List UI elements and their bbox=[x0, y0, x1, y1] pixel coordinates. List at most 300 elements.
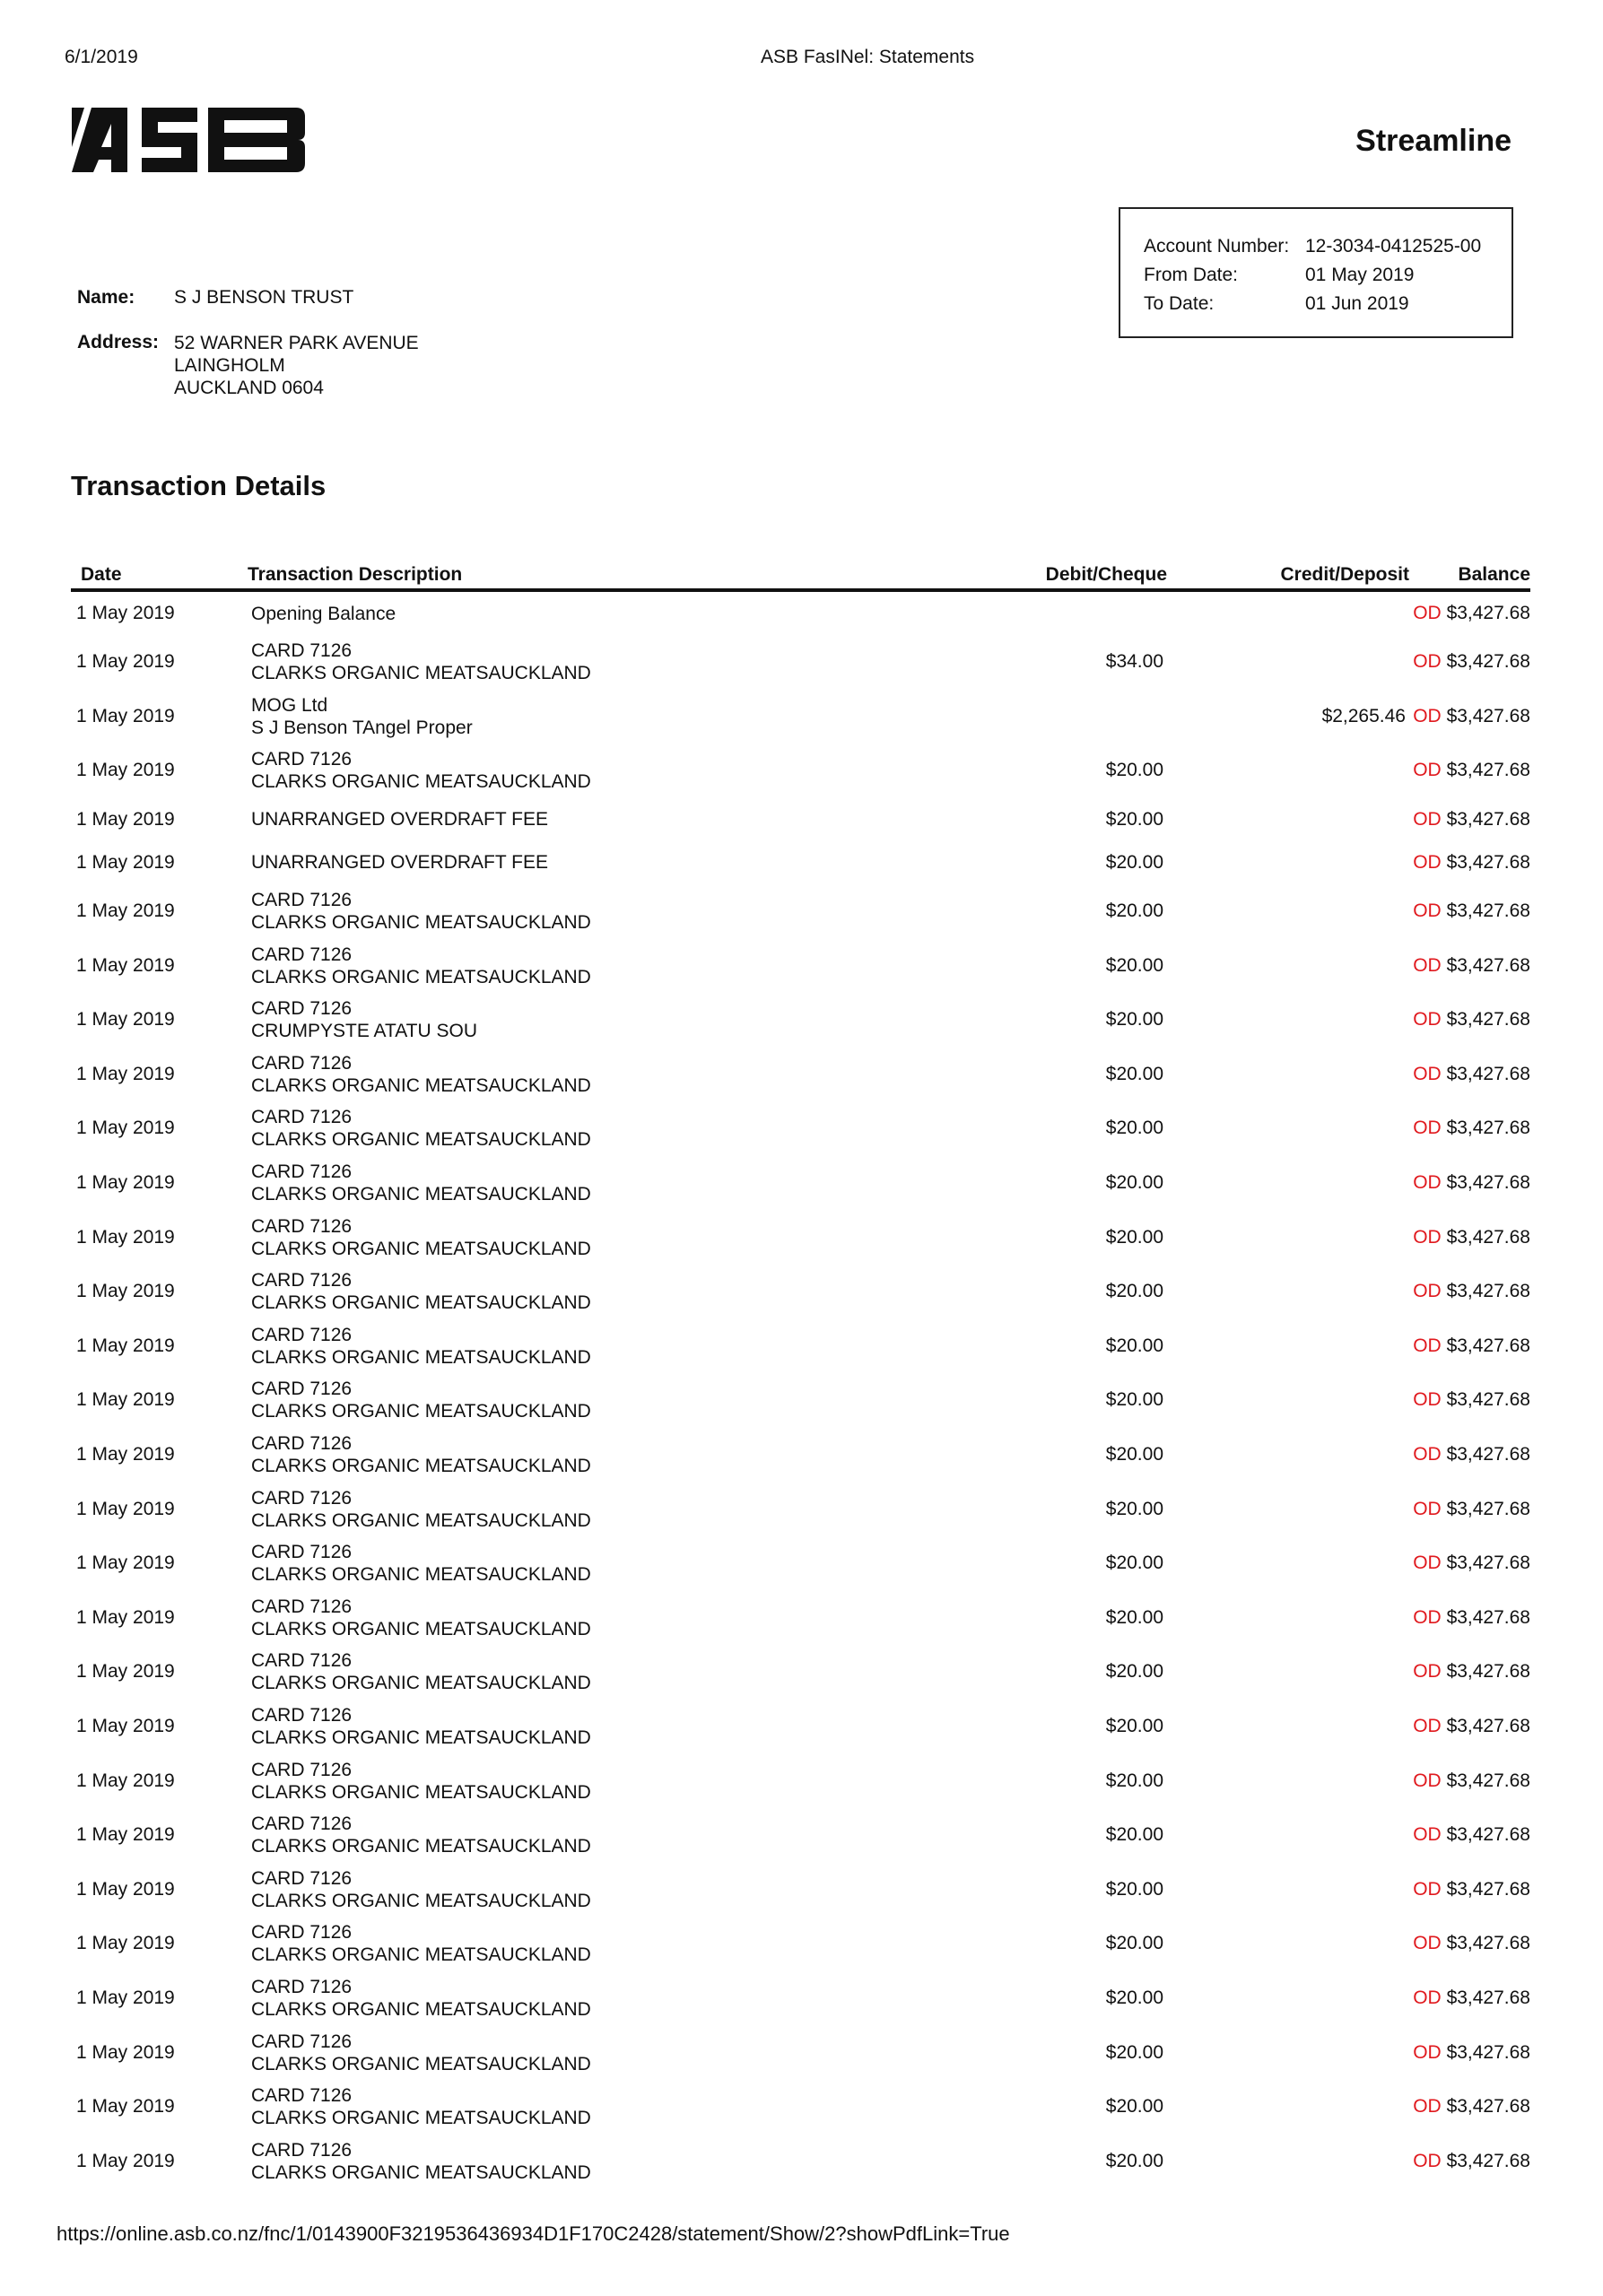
overdrawn-indicator: OD bbox=[1413, 2041, 1442, 2063]
balance-amount: $3,427.68 bbox=[1446, 851, 1530, 873]
overdrawn-indicator: OD bbox=[1413, 1172, 1442, 1194]
cell-description bbox=[248, 1759, 929, 1804]
cell-description bbox=[248, 1541, 929, 1586]
balance-amount: $3,427.68 bbox=[1446, 1444, 1530, 1465]
cell-date: 1 May 2019 bbox=[76, 705, 175, 726]
description-line: CARD 7126 bbox=[251, 1433, 353, 1455]
overdrawn-indicator: OD bbox=[1413, 1715, 1442, 1736]
description-line: CLARKS ORGANIC MEATSAUCKLAND bbox=[251, 1673, 591, 1694]
cell-description bbox=[248, 889, 929, 934]
description-line: CARD 7126 bbox=[251, 1759, 353, 1780]
column-header-description: Transaction Description bbox=[248, 563, 463, 585]
cell-balance bbox=[1409, 1552, 1530, 1574]
cell-balance bbox=[1409, 2096, 1530, 2118]
description-line: CLARKS ORGANIC MEATSAUCKLAND bbox=[251, 1238, 591, 1259]
cell-balance bbox=[1409, 1933, 1530, 1954]
overdrawn-indicator: OD bbox=[1413, 1498, 1442, 1519]
balance-amount: $3,427.68 bbox=[1446, 1878, 1530, 1900]
table-row bbox=[71, 1210, 1530, 1265]
cell-balance bbox=[1409, 1335, 1530, 1357]
cell-debit: $20.00 bbox=[1105, 1770, 1163, 1791]
cell-date: 1 May 2019 bbox=[76, 1987, 175, 2008]
balance-amount: $3,427.68 bbox=[1446, 2041, 1530, 2063]
cell-debit: $20.00 bbox=[1105, 1715, 1163, 1736]
cell-debit: $20.00 bbox=[1105, 1987, 1163, 2008]
description-line: CARD 7126 bbox=[251, 749, 353, 770]
description-line: MOG Ltd bbox=[251, 694, 328, 716]
description-line: Opening Balance bbox=[251, 603, 396, 624]
balance-amount: $3,427.68 bbox=[1446, 1824, 1530, 1846]
overdrawn-indicator: OD bbox=[1413, 760, 1442, 781]
overdrawn-indicator: OD bbox=[1413, 1878, 1442, 1900]
footer-url: https://online.asb.co.nz/fnc/1/0143900F3219536436934D1F170C2428/statement/Show/2?showPdfLink=True bbox=[57, 2222, 1010, 2245]
balance-amount: $3,427.68 bbox=[1446, 1009, 1530, 1031]
description-line: CARD 7126 bbox=[251, 2085, 353, 2107]
cell-balance bbox=[1409, 1118, 1530, 1139]
cell-description bbox=[248, 639, 929, 684]
balance-amount: $3,427.68 bbox=[1446, 900, 1530, 922]
to-date-label: To Date: bbox=[1144, 293, 1215, 314]
description-line: CARD 7126 bbox=[251, 890, 353, 911]
cell-balance bbox=[1409, 852, 1530, 874]
description-line: CLARKS ORGANIC MEATSAUCKLAND bbox=[251, 1509, 591, 1531]
cell-balance bbox=[1409, 1661, 1530, 1683]
description-line: CARD 7126 bbox=[251, 1324, 353, 1345]
description-line: CARD 7126 bbox=[251, 1650, 353, 1672]
balance-amount: $3,427.68 bbox=[1446, 1987, 1530, 2008]
cell-date: 1 May 2019 bbox=[76, 1498, 175, 1519]
overdrawn-indicator: OD bbox=[1413, 1606, 1442, 1628]
description-line: CLARKS ORGANIC MEATSAUCKLAND bbox=[251, 1836, 591, 1857]
cell-description bbox=[248, 1324, 929, 1369]
cell-debit: $20.00 bbox=[1105, 1389, 1163, 1411]
overdrawn-indicator: OD bbox=[1413, 1063, 1442, 1084]
cell-date: 1 May 2019 bbox=[76, 1933, 175, 1954]
table-row bbox=[71, 1156, 1530, 1211]
description-line: CLARKS ORGANIC MEATSAUCKLAND bbox=[251, 1401, 591, 1422]
cell-date: 1 May 2019 bbox=[76, 851, 175, 873]
customer-address bbox=[174, 332, 419, 399]
cell-debit: $20.00 bbox=[1105, 1933, 1163, 1954]
cell-debit: $20.00 bbox=[1105, 2150, 1163, 2171]
cell-date: 1 May 2019 bbox=[76, 1606, 175, 1628]
cell-description bbox=[248, 1269, 929, 1314]
description-line: CARD 7126 bbox=[251, 1052, 353, 1074]
account-number-label: Account Number: bbox=[1144, 236, 1290, 257]
asb-logo bbox=[72, 108, 305, 172]
overdrawn-indicator: OD bbox=[1413, 603, 1442, 623]
description-line: CLARKS ORGANIC MEATSAUCKLAND bbox=[251, 912, 591, 934]
cell-description bbox=[248, 2031, 929, 2075]
cell-description bbox=[248, 2084, 929, 2129]
cell-date: 1 May 2019 bbox=[76, 1063, 175, 1084]
overdrawn-indicator: OD bbox=[1413, 1987, 1442, 2008]
description-line: CLARKS ORGANIC MEATSAUCKLAND bbox=[251, 663, 591, 684]
description-line: CLARKS ORGANIC MEATSAUCKLAND bbox=[251, 1998, 591, 2020]
overdrawn-indicator: OD bbox=[1413, 705, 1442, 726]
description-line: CLARKS ORGANIC MEATSAUCKLAND bbox=[251, 966, 591, 987]
table-row bbox=[71, 2134, 1530, 2188]
overdrawn-indicator: OD bbox=[1413, 2096, 1442, 2118]
cell-balance bbox=[1409, 760, 1530, 781]
cell-balance bbox=[1409, 2151, 1530, 2172]
balance-amount: $3,427.68 bbox=[1446, 1715, 1530, 1736]
cell-date: 1 May 2019 bbox=[76, 603, 175, 623]
cell-description bbox=[248, 1976, 929, 2021]
address-line: AUCKLAND 0604 bbox=[174, 378, 324, 398]
description-line: CLARKS ORGANIC MEATSAUCKLAND bbox=[251, 1944, 591, 1966]
cell-date: 1 May 2019 bbox=[76, 1118, 175, 1139]
cell-credit: $2,265.46 bbox=[1321, 705, 1406, 726]
balance-amount: $3,427.68 bbox=[1446, 1661, 1530, 1683]
cell-date: 1 May 2019 bbox=[76, 954, 175, 976]
balance-amount: $3,427.68 bbox=[1446, 1226, 1530, 1248]
overdrawn-indicator: OD bbox=[1413, 2150, 1442, 2171]
balance-amount: $3,427.68 bbox=[1446, 705, 1530, 726]
description-line: CARD 7126 bbox=[251, 1813, 353, 1835]
cell-debit: $20.00 bbox=[1105, 1498, 1163, 1519]
cell-description bbox=[248, 1487, 929, 1532]
cell-balance bbox=[1409, 603, 1530, 624]
table-row bbox=[71, 744, 1530, 798]
cell-balance bbox=[1409, 1389, 1530, 1411]
cell-debit: $20.00 bbox=[1105, 851, 1163, 873]
cell-date: 1 May 2019 bbox=[76, 1878, 175, 1900]
cell-description bbox=[248, 603, 929, 625]
overdrawn-indicator: OD bbox=[1413, 1661, 1442, 1683]
cell-date: 1 May 2019 bbox=[76, 2096, 175, 2118]
balance-amount: $3,427.68 bbox=[1446, 1933, 1530, 1954]
balance-amount: $3,427.68 bbox=[1446, 1335, 1530, 1356]
cell-balance bbox=[1409, 809, 1530, 831]
overdrawn-indicator: OD bbox=[1413, 1226, 1442, 1248]
description-line: S J Benson TAngel Proper bbox=[251, 717, 473, 738]
cell-balance bbox=[1409, 1227, 1530, 1248]
cell-balance bbox=[1409, 1770, 1530, 1792]
cell-date: 1 May 2019 bbox=[76, 808, 175, 830]
description-line: CARD 7126 bbox=[251, 1215, 353, 1237]
table-row bbox=[71, 1265, 1530, 1319]
table-row bbox=[71, 884, 1530, 939]
table-row bbox=[71, 1428, 1530, 1483]
description-line: CARD 7126 bbox=[251, 2139, 353, 2161]
balance-amount: $3,427.68 bbox=[1446, 1770, 1530, 1791]
cell-balance bbox=[1409, 706, 1530, 727]
to-date: 01 Jun 2019 bbox=[1305, 293, 1409, 314]
table-row bbox=[71, 635, 1530, 690]
cell-description bbox=[248, 1378, 929, 1422]
cell-balance bbox=[1409, 1172, 1530, 1194]
overdrawn-indicator: OD bbox=[1413, 851, 1442, 873]
description-line: CLARKS ORGANIC MEATSAUCKLAND bbox=[251, 1292, 591, 1314]
description-line: CLARKS ORGANIC MEATSAUCKLAND bbox=[251, 1564, 591, 1586]
cell-description bbox=[248, 1052, 929, 1097]
print-page-title: ASB FasINel: Statements bbox=[761, 47, 975, 67]
description-line: CARD 7126 bbox=[251, 944, 353, 965]
overdrawn-indicator: OD bbox=[1413, 1824, 1442, 1846]
balance-amount: $3,427.68 bbox=[1446, 1063, 1530, 1084]
asb-logo-icon bbox=[72, 108, 305, 172]
balance-amount: $3,427.68 bbox=[1446, 1498, 1530, 1519]
from-date-row bbox=[1144, 261, 1512, 290]
cell-balance bbox=[1409, 651, 1530, 673]
table-row bbox=[71, 1048, 1530, 1102]
description-line: CLARKS ORGANIC MEATSAUCKLAND bbox=[251, 1129, 591, 1151]
cell-date: 1 May 2019 bbox=[76, 651, 175, 673]
table-header bbox=[71, 561, 1530, 592]
description-line: CARD 7126 bbox=[251, 1922, 353, 1944]
cell-description bbox=[248, 748, 929, 793]
cell-description bbox=[248, 1161, 929, 1205]
table-row bbox=[71, 938, 1530, 993]
description-line: CARD 7126 bbox=[251, 1107, 353, 1128]
cell-debit: $20.00 bbox=[1105, 1606, 1163, 1628]
cell-description bbox=[248, 808, 929, 831]
description-line: CARD 7126 bbox=[251, 2031, 353, 2052]
cell-description bbox=[248, 1921, 929, 1966]
balance-amount: $3,427.68 bbox=[1446, 954, 1530, 976]
description-line: CLARKS ORGANIC MEATSAUCKLAND bbox=[251, 1456, 591, 1477]
description-line: CLARKS ORGANIC MEATSAUCKLAND bbox=[251, 2108, 591, 2129]
description-line: CLARKS ORGANIC MEATSAUCKLAND bbox=[251, 1726, 591, 1748]
balance-amount: $3,427.68 bbox=[1446, 1281, 1530, 1302]
cell-date: 1 May 2019 bbox=[76, 2150, 175, 2171]
description-line: CARD 7126 bbox=[251, 998, 353, 1020]
cell-debit: $20.00 bbox=[1105, 1226, 1163, 1248]
cell-balance bbox=[1409, 1064, 1530, 1085]
account-summary-box bbox=[1119, 207, 1513, 338]
description-line: CARD 7126 bbox=[251, 1161, 353, 1183]
balance-amount: $3,427.68 bbox=[1446, 1552, 1530, 1574]
column-header-credit: Credit/Deposit bbox=[1280, 563, 1409, 585]
cell-debit: $20.00 bbox=[1105, 900, 1163, 922]
cell-balance bbox=[1409, 1716, 1530, 1737]
table-row bbox=[71, 1101, 1530, 1156]
overdrawn-indicator: OD bbox=[1413, 1389, 1442, 1411]
cell-description bbox=[248, 2139, 929, 2184]
cell-debit: $20.00 bbox=[1105, 1009, 1163, 1031]
table-row bbox=[71, 1700, 1530, 1754]
cell-date: 1 May 2019 bbox=[76, 1335, 175, 1356]
cell-date: 1 May 2019 bbox=[76, 1009, 175, 1031]
description-line: CARD 7126 bbox=[251, 1487, 353, 1509]
overdrawn-indicator: OD bbox=[1413, 651, 1442, 673]
cell-description bbox=[248, 944, 929, 988]
table-row bbox=[71, 1862, 1530, 1917]
table-row bbox=[71, 841, 1530, 884]
cell-date: 1 May 2019 bbox=[76, 2041, 175, 2063]
customer-name-row bbox=[77, 287, 353, 309]
cell-debit: $20.00 bbox=[1105, 954, 1163, 976]
overdrawn-indicator: OD bbox=[1413, 900, 1442, 922]
overdrawn-indicator: OD bbox=[1413, 1444, 1442, 1465]
cell-balance bbox=[1409, 1499, 1530, 1520]
cell-date: 1 May 2019 bbox=[76, 1172, 175, 1194]
cell-balance bbox=[1409, 1607, 1530, 1629]
overdrawn-indicator: OD bbox=[1413, 1118, 1442, 1139]
balance-amount: $3,427.68 bbox=[1446, 760, 1530, 781]
description-line: CLARKS ORGANIC MEATSAUCKLAND bbox=[251, 1346, 591, 1368]
cell-date: 1 May 2019 bbox=[76, 1715, 175, 1736]
cell-debit: $20.00 bbox=[1105, 1281, 1163, 1302]
cell-description bbox=[248, 1813, 929, 1857]
customer-name: S J BENSON TRUST bbox=[174, 287, 354, 308]
print-date: 6/1/2019 bbox=[65, 47, 138, 67]
cell-balance bbox=[1409, 955, 1530, 977]
description-line: CLARKS ORGANIC MEATSAUCKLAND bbox=[251, 1184, 591, 1205]
cell-debit: $20.00 bbox=[1105, 1444, 1163, 1465]
description-line: CLARKS ORGANIC MEATSAUCKLAND bbox=[251, 2053, 591, 2074]
description-line: CLARKS ORGANIC MEATSAUCKLAND bbox=[251, 1890, 591, 1911]
cell-description bbox=[248, 1704, 929, 1749]
description-line: CLARKS ORGANIC MEATSAUCKLAND bbox=[251, 1074, 591, 1096]
cell-date: 1 May 2019 bbox=[76, 1824, 175, 1846]
cell-description bbox=[248, 851, 929, 874]
cell-debit: $20.00 bbox=[1105, 1118, 1163, 1139]
overdrawn-indicator: OD bbox=[1413, 954, 1442, 976]
cell-debit: $20.00 bbox=[1105, 1063, 1163, 1084]
description-line: CLARKS ORGANIC MEATSAUCKLAND bbox=[251, 771, 591, 793]
description-line: CARD 7126 bbox=[251, 1704, 353, 1726]
cell-description bbox=[248, 1867, 929, 1912]
description-line: UNARRANGED OVERDRAFT FEE bbox=[251, 809, 548, 831]
description-line: CARD 7126 bbox=[251, 1378, 353, 1400]
cell-debit: $20.00 bbox=[1105, 2096, 1163, 2118]
from-date: 01 May 2019 bbox=[1305, 265, 1415, 285]
cell-description bbox=[248, 1215, 929, 1260]
table-row bbox=[71, 2080, 1530, 2135]
description-line: CRUMPYSTE ATATU SOU bbox=[251, 1021, 478, 1042]
column-header-date: Date bbox=[81, 563, 122, 585]
cell-balance bbox=[1409, 2042, 1530, 2064]
cell-balance bbox=[1409, 1987, 1530, 2009]
table-row bbox=[71, 1645, 1530, 1700]
account-number: 12-3034-0412525-00 bbox=[1305, 236, 1482, 257]
account-number-row bbox=[1144, 232, 1512, 261]
cell-date: 1 May 2019 bbox=[76, 1389, 175, 1411]
section-title: Transaction Details bbox=[71, 470, 327, 501]
cell-description bbox=[248, 997, 929, 1042]
table-row bbox=[71, 993, 1530, 1048]
table-row bbox=[71, 1591, 1530, 1646]
balance-amount: $3,427.68 bbox=[1446, 2150, 1530, 2171]
product-name: Streamline bbox=[1355, 124, 1512, 158]
description-line: CARD 7126 bbox=[251, 1542, 353, 1563]
table-row bbox=[71, 690, 1530, 744]
from-date-label: From Date: bbox=[1144, 265, 1239, 285]
cell-debit: $20.00 bbox=[1105, 760, 1163, 781]
balance-amount: $3,427.68 bbox=[1446, 651, 1530, 673]
description-line: CARD 7126 bbox=[251, 640, 353, 662]
cell-balance bbox=[1409, 900, 1530, 922]
address-label: Address: bbox=[77, 332, 160, 352]
overdrawn-indicator: OD bbox=[1413, 1335, 1442, 1356]
table-body bbox=[71, 592, 1530, 2188]
overdrawn-indicator: OD bbox=[1413, 1552, 1442, 1574]
table-row bbox=[71, 1971, 1530, 2026]
cell-date: 1 May 2019 bbox=[76, 1444, 175, 1465]
description-line: CARD 7126 bbox=[251, 1976, 353, 1997]
cell-date: 1 May 2019 bbox=[76, 1552, 175, 1574]
cell-description bbox=[248, 1596, 929, 1640]
table-row bbox=[71, 2025, 1530, 2080]
table-row bbox=[71, 798, 1530, 841]
cell-debit: $20.00 bbox=[1105, 1661, 1163, 1683]
cell-debit: $20.00 bbox=[1105, 1878, 1163, 1900]
cell-balance bbox=[1409, 1009, 1530, 1031]
table-row bbox=[71, 1482, 1530, 1536]
balance-amount: $3,427.68 bbox=[1446, 1606, 1530, 1628]
cell-debit: $20.00 bbox=[1105, 1552, 1163, 1574]
description-line: CARD 7126 bbox=[251, 1867, 353, 1889]
cell-debit: $20.00 bbox=[1105, 1335, 1163, 1356]
cell-balance bbox=[1409, 1444, 1530, 1465]
cell-description bbox=[248, 1432, 929, 1477]
transactions-table bbox=[71, 561, 1530, 2188]
balance-amount: $3,427.68 bbox=[1446, 603, 1530, 623]
cell-debit: $20.00 bbox=[1105, 1172, 1163, 1194]
cell-description bbox=[248, 1106, 929, 1151]
cell-balance bbox=[1409, 1824, 1530, 1846]
balance-amount: $3,427.68 bbox=[1446, 2096, 1530, 2118]
table-row bbox=[71, 1917, 1530, 1971]
cell-debit: $20.00 bbox=[1105, 808, 1163, 830]
column-header-balance: Balance bbox=[1458, 563, 1530, 585]
cell-date: 1 May 2019 bbox=[76, 1770, 175, 1791]
customer-address-row bbox=[77, 332, 419, 399]
description-line: CLARKS ORGANIC MEATSAUCKLAND bbox=[251, 2161, 591, 2183]
cell-date: 1 May 2019 bbox=[76, 1226, 175, 1248]
cell-date: 1 May 2019 bbox=[76, 900, 175, 922]
overdrawn-indicator: OD bbox=[1413, 808, 1442, 830]
column-header-debit: Debit/Cheque bbox=[1045, 563, 1167, 585]
cell-description bbox=[248, 694, 929, 739]
overdrawn-indicator: OD bbox=[1413, 1770, 1442, 1791]
address-line: LAINGHOLM bbox=[174, 355, 285, 376]
overdrawn-indicator: OD bbox=[1413, 1281, 1442, 1302]
table-row bbox=[71, 1753, 1530, 1808]
overdrawn-indicator: OD bbox=[1413, 1009, 1442, 1031]
cell-debit: $20.00 bbox=[1105, 2041, 1163, 2063]
description-line: CLARKS ORGANIC MEATSAUCKLAND bbox=[251, 1618, 591, 1639]
table-row bbox=[71, 1808, 1530, 1863]
description-line: CLARKS ORGANIC MEATSAUCKLAND bbox=[251, 1781, 591, 1803]
table-row bbox=[71, 592, 1530, 635]
cell-debit: $34.00 bbox=[1105, 651, 1163, 673]
name-label: Name: bbox=[77, 287, 135, 308]
cell-date: 1 May 2019 bbox=[76, 1661, 175, 1683]
table-row bbox=[71, 1536, 1530, 1591]
table-row bbox=[71, 1373, 1530, 1428]
to-date-row bbox=[1144, 290, 1512, 318]
balance-amount: $3,427.68 bbox=[1446, 1389, 1530, 1411]
description-line: UNARRANGED OVERDRAFT FEE bbox=[251, 852, 548, 874]
balance-amount: $3,427.68 bbox=[1446, 1172, 1530, 1194]
cell-debit: $20.00 bbox=[1105, 1824, 1163, 1846]
cell-date: 1 May 2019 bbox=[76, 1281, 175, 1302]
description-line: CARD 7126 bbox=[251, 1596, 353, 1617]
table-row bbox=[71, 1319, 1530, 1374]
cell-balance bbox=[1409, 1281, 1530, 1302]
balance-amount: $3,427.68 bbox=[1446, 1118, 1530, 1139]
description-line: CARD 7126 bbox=[251, 1270, 353, 1292]
address-line: 52 WARNER PARK AVENUE bbox=[174, 333, 419, 353]
overdrawn-indicator: OD bbox=[1413, 1933, 1442, 1954]
balance-amount: $3,427.68 bbox=[1446, 808, 1530, 830]
cell-date: 1 May 2019 bbox=[76, 760, 175, 781]
cell-description bbox=[248, 1649, 929, 1694]
cell-balance bbox=[1409, 1879, 1530, 1900]
